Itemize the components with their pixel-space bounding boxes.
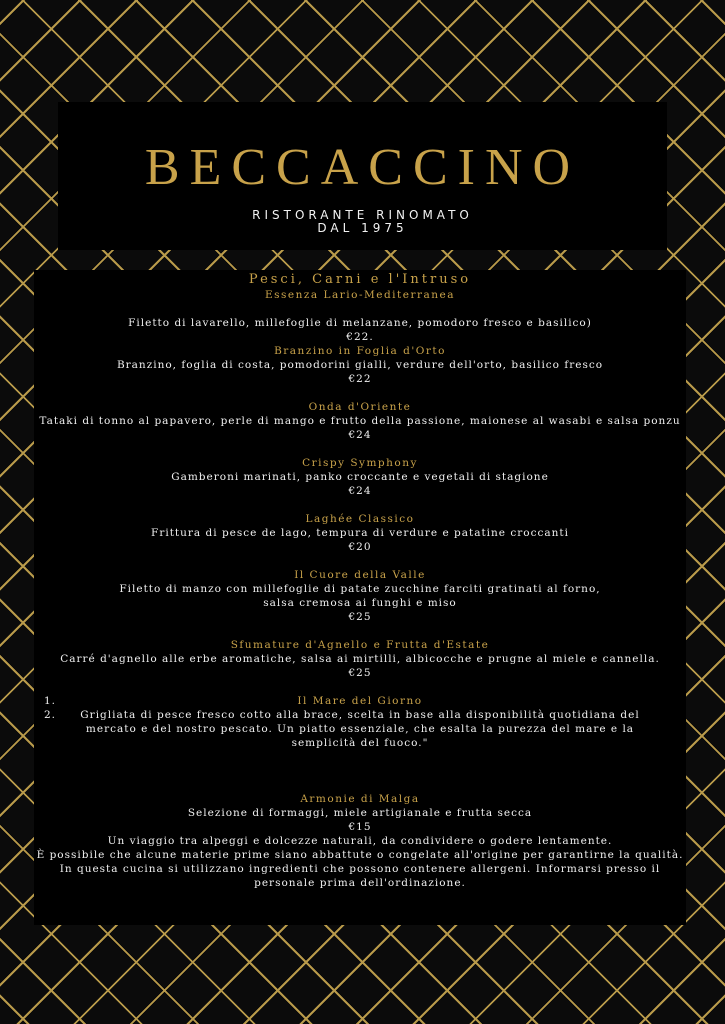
dish-price: €15: [348, 821, 372, 833]
section-subtitle: Essenza Lario-Mediterranea: [264, 289, 456, 301]
allergen-note: In questa cucina si utilizzano ingredienti che possono contenere allergeni. Informarsi presso il personale prima dell'ordinazione.: [59, 863, 661, 889]
dish-name: Il Cuore della Valle: [294, 569, 426, 581]
list-number-2: 2.: [44, 709, 57, 721]
dish-name: Sfumature d'Agnello e Frutta d'Estate: [230, 639, 490, 651]
dish-description: Tataki di tonno al papavero, perle di mango e frutto della passione, maionese al wasabi e salsa ponzu: [39, 415, 681, 427]
dish-description: Carré d'agnello alle erbe aromatiche, salsa ai mirtilli, albicocche e prugne al miele e cannella.: [60, 653, 660, 665]
header-panel: [58, 102, 667, 250]
dish-description: Gamberoni marinati, panko croccante e vegetali di stagione: [171, 471, 549, 483]
intro-price: €22.: [346, 331, 374, 343]
menu-panel: [34, 270, 686, 925]
dish-description: Grigliata di pesce fresco cotto alla brace, scelta in base alla disponibilità quotidiana del mercato e del nostro pescato. Un piatto essenziale, che esalta la purezza del mare e la semplicità del fuoco.": [80, 709, 640, 749]
dish-price: €24: [348, 429, 372, 441]
section-title: Pesci, Carni e l'Intruso: [248, 272, 472, 287]
restaurant-name: BECCACCINO: [144, 139, 581, 196]
dish-price: €22: [348, 373, 372, 385]
dish-price: €20: [348, 541, 372, 553]
numbered-dish: [34, 694, 686, 750]
tagline-line-1: RISTORANTE RINOMATO: [252, 208, 473, 222]
intro-description: Filetto di lavarello, millefoglie di melanzane, pomodoro fresco e basilico): [128, 317, 592, 329]
dish-price: €25: [348, 667, 372, 679]
dish-description: Branzino, foglia di costa, pomodorini gialli, verdure dell'orto, basilico fresco: [116, 359, 604, 371]
frozen-ingredients-note: È possibile che alcune materie prime siano abbattute o congelate all'origine per garantirne la qualità.: [36, 849, 684, 861]
dish-description-line-2: salsa cremosa ai funghi e miso: [263, 597, 457, 609]
dish-name: Branzino in Foglia d'Orto: [274, 345, 446, 357]
dish-name: Il Mare del Giorno: [297, 695, 423, 707]
dish-name: Onda d'Oriente: [308, 401, 412, 413]
restaurant-tagline: [58, 209, 667, 235]
dish-price: €24: [348, 485, 372, 497]
dish-description-line-1: Filetto di manzo con millefoglie di patate zucchine farciti gratinati al forno,: [119, 583, 601, 595]
dish-description: Selezione di formaggi, miele artigianale e frutta secca: [187, 807, 533, 819]
dish-name: Laghée Classico: [305, 513, 415, 525]
list-number-1: 1.: [44, 695, 57, 707]
dish-name: Crispy Symphony: [302, 457, 418, 469]
dish-description: Frittura di pesce de lago, tempura di verdure e patatine croccanti: [151, 527, 569, 539]
tagline-line-2: DAL 1975: [317, 221, 408, 235]
cheese-tagline: Un viaggio tra alpeggi e dolcezze naturali, da condividere o godere lentamente.: [107, 835, 613, 847]
dish-price: €25: [348, 611, 372, 623]
dish-name: Armonie di Malga: [300, 793, 420, 805]
